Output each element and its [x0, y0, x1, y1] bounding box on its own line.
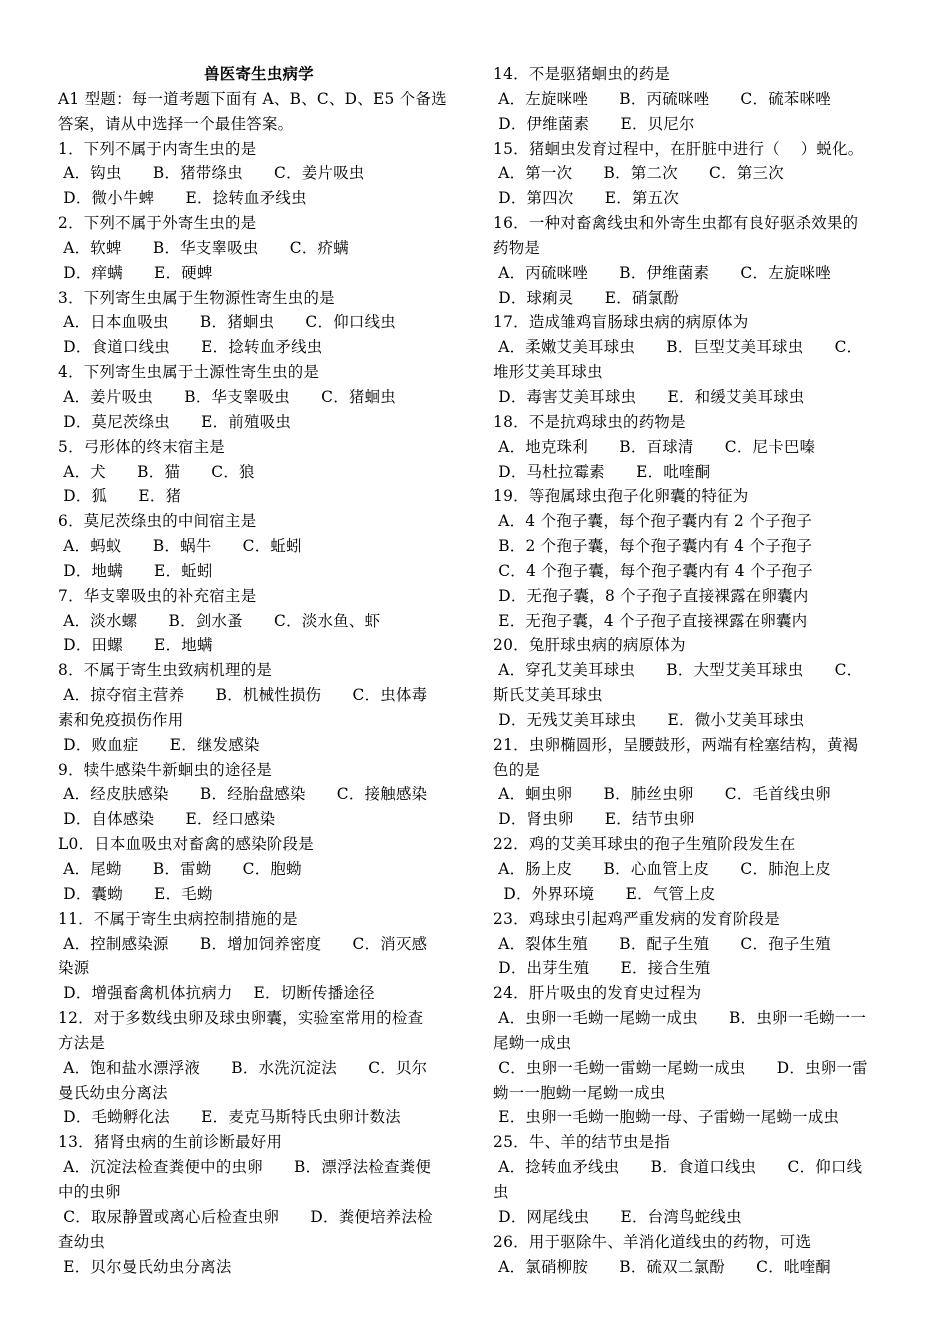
right-text-line: D．马杜拉霉素 E．吡喹酮	[493, 462, 711, 481]
right-text-line: 17．造成雏鸡盲肠球虫病的病原体为	[493, 313, 749, 332]
left-text-line: 12．对于多数线虫卵及球虫卵囊，实验室常用的检查	[58, 1009, 424, 1028]
right-text-line: D．外界环境 E．气管上皮	[493, 884, 716, 903]
left-text-line: A．犬 B．猫 C．狼	[58, 462, 255, 481]
left-text-line: D．微小牛蜱 E．捻转血矛线虫	[58, 189, 307, 208]
left-text-line: L0．日本血吸虫对畜禽的感染阶段是	[58, 835, 314, 854]
left-text-line: A．姜片吸虫 B．华支睾吸虫 C．猪蛔虫	[58, 387, 396, 406]
right-text-line: A．氯硝柳胺 B．硫双二氯酚 C．吡喹酮	[493, 1257, 831, 1276]
left-text-line: D．痒螨 E．硬蜱	[58, 263, 213, 282]
left-text-line: A．控制感染源 B．增加饲养密度 C．消灭感	[58, 934, 428, 953]
right-text-line: 斯氏艾美耳球虫	[493, 686, 603, 705]
right-text-line: 虫	[493, 1182, 509, 1201]
left-text-line: A．软蜱 B．华支睾吸虫 C．疥螨	[58, 238, 349, 257]
left-text-line: 6．莫尼茨绦虫的中间宿主是	[58, 512, 257, 531]
left-text-line: A．经皮肤感染 B．经胎盘感染 C．接触感染	[58, 785, 428, 804]
left-text-line: 方法是	[58, 1033, 106, 1052]
left-text-line: 3．下列寄生虫属于生物源性寄生虫的是	[58, 288, 335, 307]
right-text-line: D．出芽生殖 E．接合生殖	[493, 959, 711, 978]
right-text-line: 19．等孢属球虫孢子化卵囊的特征为	[493, 487, 749, 506]
left-text-line: D．莫尼茨绦虫 E．前殖吸虫	[58, 412, 292, 431]
right-text-line: 14．不是驱猪蛔虫的药是	[493, 65, 671, 83]
right-text-line: D．网尾线虫 E．台湾鸟蛇线虫	[493, 1207, 742, 1226]
left-text-line: 曼氏幼虫分离法	[58, 1083, 168, 1102]
right-column	[493, 62, 895, 1279]
right-text-line: A．肠上皮 B．心血管上皮 C．肺泡上皮	[493, 860, 831, 878]
left-text-line: A．饱和盐水漂浮液 B．水洗沉淀法 C．贝尔	[58, 1058, 428, 1077]
left-text-line: 2．下列不属于外寄生虫的是	[58, 214, 257, 233]
right-text-line: A．第一次 B．第二次 C．第三次	[493, 164, 784, 183]
right-text-line: A．穿孔艾美耳球虫 B．大型艾美耳球虫 C．	[493, 661, 863, 680]
right-text-line: 23．鸡球虫引起鸡严重发病的发育阶段是	[493, 909, 780, 928]
right-text-line: A．丙硫咪唑 B．伊维菌素 C．左旋咪唑	[493, 263, 831, 282]
left-text-line: D．自体感染 E．经口感染	[58, 810, 276, 829]
right-text-line: D．毒害艾美耳球虫 E．和缓艾美耳球虫	[493, 387, 805, 406]
right-text-line: 色的是	[493, 760, 541, 779]
left-text-line: A．淡水螺 B．剑水蚤 C．淡水鱼、虾	[58, 611, 381, 630]
right-text-line: 24．肝片吸虫的发育史过程为	[493, 984, 702, 1003]
right-text-line: A．地克珠利 B．百球清 C．尼卡巴嗪	[493, 437, 816, 456]
left-text-line: E．贝尔曼氏幼虫分离法	[58, 1257, 232, 1276]
left-text-line: D．狐 E．猪	[58, 487, 182, 506]
left-text-line: D．地螨 E．蚯蚓	[58, 561, 213, 580]
left-text-line: D．毛蚴孵化法 E．麦克马斯特氏虫卵计数法	[58, 1108, 401, 1127]
left-text-line: 5．弓形体的终末宿主是	[58, 437, 225, 456]
right-text-line: D．肾虫卵 E．结节虫卵	[493, 810, 695, 829]
left-text-line: 8．不属于寄生虫致病机理的是	[58, 661, 273, 680]
right-text-line: 18．不是抗鸡球虫的药物是	[493, 412, 686, 431]
left-text-line: 11．不属于寄生虫病控制措施的是	[58, 909, 298, 928]
right-text-line: 堆形艾美耳球虫	[493, 363, 603, 382]
left-text-line: D．食道口线虫 E．捻转血矛线虫	[58, 338, 323, 357]
right-text-line: E．无孢子囊，4 个子孢子直接裸露在卵囊内	[493, 611, 808, 630]
page-title: 兽医寄生虫病学	[204, 65, 314, 83]
left-text-line: 1．下列不属于内寄生虫的是	[58, 139, 257, 158]
right-text-line: E．虫卵一毛蚴一胞蚴一母、子雷蚴一尾蚴一成虫	[493, 1108, 840, 1127]
left-text-line: A．掠夺宿主营养 B．机械性损伤 C．虫体毒	[58, 686, 428, 705]
right-text-line: C．4 个孢子囊，每个孢子囊内有 4 个子孢子	[493, 561, 813, 580]
right-text-line: 25．牛、羊的结节虫是指	[493, 1133, 671, 1152]
left-column	[58, 62, 460, 1279]
right-text-line: 药物是	[493, 238, 541, 257]
left-text-line: 查幼虫	[58, 1232, 106, 1251]
right-text-line: A．捻转血矛线虫 B．食道口线虫 C．仰口线	[493, 1158, 863, 1177]
left-text-line: 中的虫卵	[58, 1182, 121, 1201]
right-text-line: B．2 个孢子囊，每个孢子囊内有 4 个子孢子	[493, 537, 813, 556]
right-text-line: D．第四次 E．第五次	[493, 189, 680, 208]
left-text-line: D．败血症 E．继发感染	[58, 735, 260, 754]
right-text-line: A．柔嫩艾美耳球虫 B．巨型艾美耳球虫 C．	[493, 338, 863, 357]
right-text-line: 15．猪蛔虫发育过程中，在肝脏中进行（ ）蜕化。	[493, 139, 864, 158]
right-text-line: 21．虫卵椭圆形，呈腰鼓形，两端有栓塞结构，黄褐	[493, 735, 859, 754]
right-text-line: 20．兔肝球虫病的病原体为	[493, 636, 686, 655]
left-text-line: 13．猪肾虫病的生前诊断最好用	[58, 1133, 283, 1152]
right-text-line: D．无残艾美耳球虫 E．微小艾美耳球虫	[493, 710, 805, 729]
right-text-line: D．无孢子囊，8 个子孢子直接裸露在卵囊内	[493, 586, 809, 605]
right-text-line: 16．一种对畜禽线虫和外寄生虫都有良好驱杀效果的	[493, 214, 859, 233]
right-text-line: A．左旋咪唑 B．丙硫咪唑 C．硫苯咪唑	[493, 89, 831, 108]
left-text-line: D．囊蚴 E．毛蚴	[58, 884, 213, 903]
right-text-line: C．虫卵一毛蚴一雷蚴一尾蚴一成虫 D．虫卵一雷	[493, 1058, 868, 1077]
right-text-line: 26．用于驱除牛、羊消化道线虫的药物，可选	[493, 1232, 812, 1251]
left-text-line: 7．华支睾吸虫的补充宿主是	[58, 586, 257, 605]
left-text-line: A．钩虫 B．猪带绦虫 C．姜片吸虫	[58, 164, 365, 183]
right-text-line: 22．鸡的艾美耳球虫的孢子生殖阶段发生在	[493, 835, 796, 854]
left-text-line: D．增强畜禽机体抗病力 E．切断传播途径	[58, 984, 375, 1003]
left-text-line: 素和免疫损伤作用	[58, 710, 184, 729]
left-text-line: 染源	[58, 959, 90, 978]
left-text-line: A1 型题：每一道考题下面有 A、B、C、D、E5 个备选	[58, 89, 447, 108]
left-text-line: A．蚂蚁 B．蜗牛 C．蚯蚓	[58, 537, 302, 556]
right-text-line: D．伊维菌素 E．贝尼尔	[493, 114, 695, 133]
right-text-line: 尾蚴一成虫	[493, 1033, 572, 1052]
left-text-line: A．日本血吸虫 B．猪蛔虫 C．仰口线虫	[58, 313, 396, 332]
left-text-line: 4．下列寄生虫属于土源性寄生虫的是	[58, 363, 320, 382]
right-text-line: A．4 个孢子囊，每个孢子囊内有 2 个子孢子	[493, 512, 813, 531]
right-text-line: A．蛔虫卵 B．肺丝虫卵 C．毛首线虫卵	[493, 785, 831, 804]
left-text-line: D．田螺 E．地螨	[58, 636, 213, 655]
left-text-line: C．取尿静置或离心后检查虫卵 D．粪便培养法检	[58, 1207, 433, 1226]
left-text-line: 答案，请从中选择一个最佳答案。	[58, 114, 294, 133]
left-text-line: 9．犊牛感染牛新蛔虫的途径是	[58, 760, 273, 779]
right-text-line: D．球痢灵 E．硝氯酚	[493, 288, 680, 307]
left-text-line: A．尾蚴 B．雷蚴 C．胞蚴	[58, 860, 302, 878]
left-text-line: A．沉淀法检查粪便中的虫卵 B．漂浮法检查粪便	[58, 1158, 432, 1177]
right-text-line: 蚴一一胞蚴一尾蚴一成虫	[493, 1083, 666, 1102]
right-text-line: A．裂体生殖 B．配子生殖 C．孢子生殖	[493, 934, 831, 953]
right-text-line: A．虫卵一毛蚴一尾蚴一成虫 B．虫卵一毛蚴一一	[493, 1009, 867, 1028]
